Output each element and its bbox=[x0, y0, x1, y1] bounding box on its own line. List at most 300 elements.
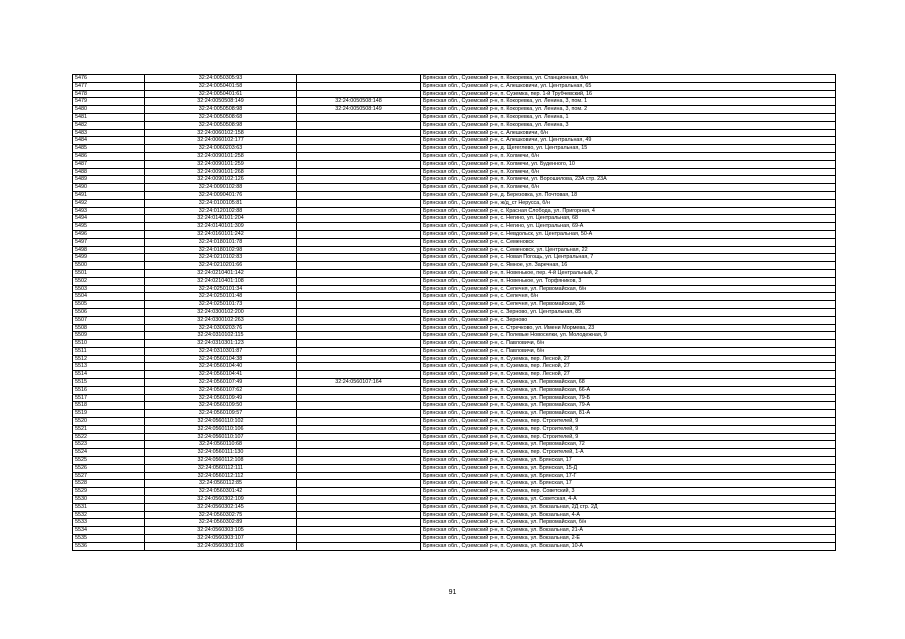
cadastral-number-cell: 32:24:0180101:78 bbox=[145, 238, 297, 246]
address-cell: Брянская обл., Суземский р-н, п. Суземка, пер. Строителей, 1-А bbox=[421, 449, 836, 457]
sub-cadastral-number-cell bbox=[297, 355, 421, 363]
cadastral-number-cell: 32:24:0140101:204 bbox=[145, 215, 297, 223]
table-row bbox=[73, 293, 836, 301]
sub-cadastral-number-cell bbox=[297, 386, 421, 394]
row-number-cell: 5523 bbox=[73, 441, 145, 449]
table-row bbox=[73, 324, 836, 332]
sub-cadastral-number-cell bbox=[297, 168, 421, 176]
table-row bbox=[73, 269, 836, 277]
address-cell: Брянская обл., Суземский р-н, п. Холмечи, б/н bbox=[421, 184, 836, 192]
row-number-cell: 5503 bbox=[73, 285, 145, 293]
table-row bbox=[73, 355, 836, 363]
sub-cadastral-number-cell bbox=[297, 410, 421, 418]
cadastral-number-cell: 32:24:0160101:242 bbox=[145, 230, 297, 238]
cadastral-number-cell: 32:24:0050508:149 bbox=[145, 98, 297, 106]
table-row bbox=[73, 121, 836, 129]
cadastral-number-cell: 32:24:0300203:76 bbox=[145, 324, 297, 332]
sub-cadastral-number-cell bbox=[297, 472, 421, 480]
address-cell: Брянская обл., Суземский р-н, п. Суземка, ул. Первомайская, 72 bbox=[421, 441, 836, 449]
address-cell: Брянская обл., Суземский р-н, п. Суземка, пер. Советский, 3 bbox=[421, 488, 836, 496]
table-row bbox=[73, 340, 836, 348]
sub-cadastral-number-cell bbox=[297, 324, 421, 332]
sub-cadastral-number-cell bbox=[297, 363, 421, 371]
cadastral-number-cell: 32:24:0560302:75 bbox=[145, 511, 297, 519]
table-row bbox=[73, 246, 836, 254]
address-cell: Брянская обл., Суземский р-н, п. Суземка, ул. Брянская, 17 bbox=[421, 480, 836, 488]
row-number-cell: 5489 bbox=[73, 176, 145, 184]
row-number-cell: 5522 bbox=[73, 433, 145, 441]
row-number-cell: 5478 bbox=[73, 90, 145, 98]
table-row bbox=[73, 363, 836, 371]
row-number-cell: 5524 bbox=[73, 449, 145, 457]
table-row bbox=[73, 129, 836, 137]
cadastral-number-cell: 32:24:0560110:106 bbox=[145, 425, 297, 433]
table-row bbox=[73, 511, 836, 519]
row-number-cell: 5504 bbox=[73, 293, 145, 301]
sub-cadastral-number-cell bbox=[297, 246, 421, 254]
table-row bbox=[73, 449, 836, 457]
sub-cadastral-number-cell bbox=[297, 137, 421, 145]
address-cell: Брянская обл., Суземский р-н, п. Суземка, ул. Первомайская, 79-А bbox=[421, 402, 836, 410]
sub-cadastral-number-cell bbox=[297, 480, 421, 488]
row-number-cell: 5493 bbox=[73, 207, 145, 215]
row-number-cell: 5510 bbox=[73, 340, 145, 348]
sub-cadastral-number-cell bbox=[297, 418, 421, 426]
sub-cadastral-number-cell bbox=[297, 191, 421, 199]
table-row bbox=[73, 145, 836, 153]
row-number-cell: 5509 bbox=[73, 332, 145, 340]
cadastral-number-cell: 32:24:0050401:58 bbox=[145, 82, 297, 90]
sub-cadastral-number-cell bbox=[297, 199, 421, 207]
address-cell: Брянская обл., Суземский р-н, п. Суземка, пер. Строителей, 9 bbox=[421, 418, 836, 426]
sub-cadastral-number-cell bbox=[297, 542, 421, 550]
table-row bbox=[73, 433, 836, 441]
row-number-cell: 5512 bbox=[73, 355, 145, 363]
sub-cadastral-number-cell bbox=[297, 527, 421, 535]
sub-cadastral-number-cell bbox=[297, 176, 421, 184]
row-number-cell: 5521 bbox=[73, 425, 145, 433]
sub-cadastral-number-cell bbox=[297, 230, 421, 238]
row-number-cell: 5518 bbox=[73, 402, 145, 410]
address-cell: Брянская обл., Суземский р-н, п. Суземка, ул. Советская, 4-А bbox=[421, 496, 836, 504]
row-number-cell: 5533 bbox=[73, 519, 145, 527]
cadastral-number-cell: 32:24:0560301:42 bbox=[145, 488, 297, 496]
address-cell: Брянская обл., Суземский р-н, п. Суземка, пер. Лесной, 27 bbox=[421, 363, 836, 371]
sub-cadastral-number-cell bbox=[297, 129, 421, 137]
table-row bbox=[73, 464, 836, 472]
address-cell: Брянская обл., Суземский р-н, п. Суземка, ул. Брянская, 15-Д bbox=[421, 464, 836, 472]
sub-cadastral-number-cell bbox=[297, 152, 421, 160]
address-cell: Брянская обл., Суземский р-н, с. Сепечня, ул. Первомайская, б/н bbox=[421, 285, 836, 293]
table-row bbox=[73, 535, 836, 543]
row-number-cell: 5515 bbox=[73, 379, 145, 387]
cadastral-number-cell: 32:24:0050508:68 bbox=[145, 113, 297, 121]
sub-cadastral-number-cell bbox=[297, 316, 421, 324]
cadastral-number-cell: 32:24:0560104:40 bbox=[145, 363, 297, 371]
cadastral-number-cell: 32:24:0090101:259 bbox=[145, 160, 297, 168]
row-number-cell: 5514 bbox=[73, 371, 145, 379]
table-row bbox=[73, 503, 836, 511]
cadastral-number-cell: 32:24:0090401:76 bbox=[145, 191, 297, 199]
table-row bbox=[73, 207, 836, 215]
row-number-cell: 5485 bbox=[73, 145, 145, 153]
sub-cadastral-number-cell bbox=[297, 308, 421, 316]
address-cell: Брянская обл., Суземский р-н, п. Холмечи, ул. Буденного, 10 bbox=[421, 160, 836, 168]
table-row bbox=[73, 277, 836, 285]
address-cell: Брянская обл., Суземский р-н, п. Суземка, ул. Брянская, 17-Г bbox=[421, 472, 836, 480]
address-cell: Брянская обл., Суземский р-н, п. Суземка, пер. Лесной, 27 bbox=[421, 371, 836, 379]
row-number-cell: 5520 bbox=[73, 418, 145, 426]
sub-cadastral-number-cell bbox=[297, 75, 421, 83]
cadastral-number-cell: 32:24:0180102:98 bbox=[145, 246, 297, 254]
row-number-cell: 5499 bbox=[73, 254, 145, 262]
cadastral-number-cell: 32:24:0090101:258 bbox=[145, 152, 297, 160]
row-number-cell: 5487 bbox=[73, 160, 145, 168]
address-cell: Брянская обл., Суземский р-н, д. Березовка, ул. Почтовая, 18 bbox=[421, 191, 836, 199]
cadastral-number-cell: 32:24:0300102:200 bbox=[145, 308, 297, 316]
sub-cadastral-number-cell bbox=[297, 262, 421, 270]
address-cell: Брянская обл., Суземский р-н, п. Холмечи, ул. Ворошилова, 23А стр. 23А bbox=[421, 176, 836, 184]
cadastral-number-cell: 32:24:0210401:108 bbox=[145, 277, 297, 285]
sub-cadastral-number-cell bbox=[297, 340, 421, 348]
cadastral-number-cell: 32:24:0050401:61 bbox=[145, 90, 297, 98]
table-row bbox=[73, 410, 836, 418]
cadastral-number-cell: 32:24:0560112:108 bbox=[145, 457, 297, 465]
row-number-cell: 5488 bbox=[73, 168, 145, 176]
table-row bbox=[73, 394, 836, 402]
address-cell: Брянская обл., Суземский р-н, п. Суземка, пер. Лесной, 27 bbox=[421, 355, 836, 363]
table-row bbox=[73, 191, 836, 199]
address-cell: Брянская обл., Суземский р-н, с. Зерново, ул. Центральная, 85 bbox=[421, 308, 836, 316]
sub-cadastral-number-cell bbox=[297, 121, 421, 129]
address-cell: Брянская обл., Суземский р-н, п. Холмечи, б/н bbox=[421, 168, 836, 176]
address-cell: Брянская обл., Суземский р-н, д. Щегеглево, ул. Центральная, 15 bbox=[421, 145, 836, 153]
table-row bbox=[73, 425, 836, 433]
row-number-cell: 5498 bbox=[73, 246, 145, 254]
register-table-container bbox=[72, 74, 835, 551]
row-number-cell: 5526 bbox=[73, 464, 145, 472]
row-number-cell: 5532 bbox=[73, 511, 145, 519]
cadastral-number-cell: 32:24:0210201:66 bbox=[145, 262, 297, 270]
table-row bbox=[73, 472, 836, 480]
cadastral-number-cell: 32:24:0560110:102 bbox=[145, 418, 297, 426]
cadastral-number-cell: 32:24:0560110:68 bbox=[145, 441, 297, 449]
address-cell: Брянская обл., Суземский р-н, п. Суземка, ул. Первомайская, б/н bbox=[421, 519, 836, 527]
address-cell: Брянская обл., Суземский р-н, п. Новенькое, ул. Торфяников, 3 bbox=[421, 277, 836, 285]
table-row bbox=[73, 199, 836, 207]
table-row bbox=[73, 254, 836, 262]
table-row bbox=[73, 457, 836, 465]
table-row bbox=[73, 176, 836, 184]
address-cell: Брянская обл., Суземский р-н, п. Суземка, ул. Вокзальная, 2-Е bbox=[421, 535, 836, 543]
sub-cadastral-number-cell bbox=[297, 464, 421, 472]
address-cell: Брянская обл., Суземский р-н, с. Сепечня, б/н bbox=[421, 293, 836, 301]
sub-cadastral-number-cell bbox=[297, 394, 421, 402]
address-cell: Брянская обл., Суземский р-н, п. Кокоревка, ул. Ленина, 3 bbox=[421, 121, 836, 129]
address-cell: Брянская обл., Суземский р-н, п. Кокоревка, ул. Станционная, б/н bbox=[421, 75, 836, 83]
sub-cadastral-number-cell: 32:24:0050508:149 bbox=[297, 106, 421, 114]
cadastral-number-cell: 32:24:0560104:38 bbox=[145, 355, 297, 363]
sub-cadastral-number-cell bbox=[297, 207, 421, 215]
table-row bbox=[73, 332, 836, 340]
sub-cadastral-number-cell bbox=[297, 511, 421, 519]
sub-cadastral-number-cell bbox=[297, 535, 421, 543]
table-row bbox=[73, 496, 836, 504]
table-row bbox=[73, 488, 836, 496]
address-cell: Брянская обл., Суземский р-н, с. Семеновск bbox=[421, 238, 836, 246]
cadastral-number-cell: 32:24:0310301:87 bbox=[145, 347, 297, 355]
sub-cadastral-number-cell bbox=[297, 488, 421, 496]
sub-cadastral-number-cell bbox=[297, 441, 421, 449]
row-number-cell: 5534 bbox=[73, 527, 145, 535]
row-number-cell: 5496 bbox=[73, 230, 145, 238]
row-number-cell: 5529 bbox=[73, 488, 145, 496]
table-row bbox=[73, 184, 836, 192]
table-row bbox=[73, 75, 836, 83]
sub-cadastral-number-cell bbox=[297, 371, 421, 379]
row-number-cell: 5481 bbox=[73, 113, 145, 121]
table-row bbox=[73, 418, 836, 426]
sub-cadastral-number-cell bbox=[297, 503, 421, 511]
row-number-cell: 5535 bbox=[73, 535, 145, 543]
cadastral-number-cell: 32:24:0560111:130 bbox=[145, 449, 297, 457]
address-cell: Брянская обл., Суземский р-н, п. Суземка, пер. 1-й Трубчевский, 16 bbox=[421, 90, 836, 98]
sub-cadastral-number-cell bbox=[297, 254, 421, 262]
cadastral-number-cell: 32:24:0560112:85 bbox=[145, 480, 297, 488]
sub-cadastral-number-cell bbox=[297, 269, 421, 277]
address-cell: Брянская обл., Суземский р-н, п. Суземка, ул. Вокзальная, 4-А bbox=[421, 511, 836, 519]
cadastral-number-cell: 32:24:0560107:62 bbox=[145, 386, 297, 394]
row-number-cell: 5508 bbox=[73, 324, 145, 332]
table-row bbox=[73, 347, 836, 355]
register-table-body bbox=[73, 75, 836, 551]
address-cell: Брянская обл., Суземский р-н, с. Алешковичи, ул. Центральная, 65 bbox=[421, 82, 836, 90]
address-cell: Брянская обл., Суземский р-н, п. Суземка, ул. Первомайская, 79-Б bbox=[421, 394, 836, 402]
cadastral-number-cell: 32:24:0560303:108 bbox=[145, 542, 297, 550]
table-row bbox=[73, 301, 836, 309]
row-number-cell: 5491 bbox=[73, 191, 145, 199]
table-row bbox=[73, 137, 836, 145]
address-cell: Брянская обл., Суземский р-н, с. Новая Погощь, ул. Центральная, 7 bbox=[421, 254, 836, 262]
cadastral-number-cell: 32:24:0560112:111 bbox=[145, 464, 297, 472]
sub-cadastral-number-cell bbox=[297, 496, 421, 504]
row-number-cell: 5501 bbox=[73, 269, 145, 277]
address-cell: Брянская обл., Суземский р-н, п. Суземка, ул. Первомайская, 66-А bbox=[421, 386, 836, 394]
address-cell: Брянская обл., Суземский р-н, с. Негино, ул. Центральная, 69-А bbox=[421, 223, 836, 231]
table-row bbox=[73, 106, 836, 114]
row-number-cell: 5516 bbox=[73, 386, 145, 394]
cadastral-number-cell: 32:24:0560107:49 bbox=[145, 379, 297, 387]
address-cell: Брянская обл., Суземский р-н, с. Сепечня, ул. Первомайская, 26 bbox=[421, 301, 836, 309]
table-row bbox=[73, 90, 836, 98]
row-number-cell: 5511 bbox=[73, 347, 145, 355]
table-row bbox=[73, 168, 836, 176]
row-number-cell: 5476 bbox=[73, 75, 145, 83]
table-row bbox=[73, 542, 836, 550]
table-row bbox=[73, 82, 836, 90]
address-cell: Брянская обл., Суземский р-н, п. Суземка, ул. Первомайская, 81-А bbox=[421, 410, 836, 418]
sub-cadastral-number-cell bbox=[297, 160, 421, 168]
row-number-cell: 5479 bbox=[73, 98, 145, 106]
sub-cadastral-number-cell: 32:24:0050508:148 bbox=[297, 98, 421, 106]
address-cell: Брянская обл., Суземский р-н, п. Суземка, ул. Вокзальная, 21-А bbox=[421, 527, 836, 535]
cadastral-number-cell: 32:24:0050508:98 bbox=[145, 121, 297, 129]
row-number-cell: 5480 bbox=[73, 106, 145, 114]
address-cell: Брянская обл., Суземский р-н, п. Суземка, ул. Брянская, 17 bbox=[421, 457, 836, 465]
cadastral-number-cell: 32:24:0060102:177 bbox=[145, 137, 297, 145]
address-cell: Брянская обл., Суземский р-н, с. Красная Слобода, ул. Пригорная, 4 bbox=[421, 207, 836, 215]
address-cell: Брянская обл., Суземский р-н, ж/д_ст Нерусса, б/н bbox=[421, 199, 836, 207]
register-table bbox=[72, 74, 836, 551]
address-cell: Брянская обл., Суземский р-н, п. Суземка, ул. Вокзальная, 2Д стр. 2Д bbox=[421, 503, 836, 511]
table-row bbox=[73, 519, 836, 527]
row-number-cell: 5505 bbox=[73, 301, 145, 309]
cadastral-number-cell: 32:24:0120102:88 bbox=[145, 207, 297, 215]
row-number-cell: 5507 bbox=[73, 316, 145, 324]
sub-cadastral-number-cell bbox=[297, 277, 421, 285]
sub-cadastral-number-cell bbox=[297, 402, 421, 410]
row-number-cell: 5530 bbox=[73, 496, 145, 504]
table-row bbox=[73, 160, 836, 168]
table-row bbox=[73, 152, 836, 160]
cadastral-number-cell: 32:24:0560303:105 bbox=[145, 527, 297, 535]
address-cell: Брянская обл., Суземский р-н, п. Кокоревка, ул. Ленина, 3, пом. 1 bbox=[421, 98, 836, 106]
table-row bbox=[73, 379, 836, 387]
table-row bbox=[73, 316, 836, 324]
cadastral-number-cell: 32:24:0210102:83 bbox=[145, 254, 297, 262]
row-number-cell: 5517 bbox=[73, 394, 145, 402]
page-number: 91 bbox=[448, 589, 457, 596]
row-number-cell: 5519 bbox=[73, 410, 145, 418]
table-row bbox=[73, 285, 836, 293]
sub-cadastral-number-cell bbox=[297, 457, 421, 465]
cadastral-number-cell: 32:24:0250101:34 bbox=[145, 285, 297, 293]
table-row bbox=[73, 230, 836, 238]
table-row bbox=[73, 308, 836, 316]
cadastral-number-cell: 32:24:0090102:126 bbox=[145, 176, 297, 184]
sub-cadastral-number-cell bbox=[297, 347, 421, 355]
cadastral-number-cell: 32:24:0560109:57 bbox=[145, 410, 297, 418]
address-cell: Брянская обл., Суземский р-н, п. Холмечи, б/н bbox=[421, 152, 836, 160]
table-row bbox=[73, 480, 836, 488]
row-number-cell: 5531 bbox=[73, 503, 145, 511]
cadastral-number-cell: 32:24:0250101:73 bbox=[145, 301, 297, 309]
address-cell: Брянская обл., Суземский р-н, п. Суземка, ул. Первомайская, 68 bbox=[421, 379, 836, 387]
table-row bbox=[73, 527, 836, 535]
table-row bbox=[73, 215, 836, 223]
cadastral-number-cell: 32:24:0300102:263 bbox=[145, 316, 297, 324]
cadastral-number-cell: 32:24:0050508:98 bbox=[145, 106, 297, 114]
cadastral-number-cell: 32:24:0560104:41 bbox=[145, 371, 297, 379]
sub-cadastral-number-cell bbox=[297, 449, 421, 457]
cadastral-number-cell: 32:24:0560302:145 bbox=[145, 503, 297, 511]
sub-cadastral-number-cell bbox=[297, 285, 421, 293]
sub-cadastral-number-cell bbox=[297, 519, 421, 527]
cadastral-number-cell: 32:24:0560302:89 bbox=[145, 519, 297, 527]
address-cell: Брянская обл., Суземский р-н, п. Новенькое, пер. 4-й Центральный, 2 bbox=[421, 269, 836, 277]
sub-cadastral-number-cell bbox=[297, 215, 421, 223]
sub-cadastral-number-cell bbox=[297, 238, 421, 246]
cadastral-number-cell: 32:24:0090102:88 bbox=[145, 184, 297, 192]
cadastral-number-cell: 32:24:0060203:63 bbox=[145, 145, 297, 153]
cadastral-number-cell: 32:24:0310301:123 bbox=[145, 340, 297, 348]
address-cell: Брянская обл., Суземский р-н, с. Негино, ул. Центральная, 68 bbox=[421, 215, 836, 223]
row-number-cell: 5502 bbox=[73, 277, 145, 285]
row-number-cell: 5492 bbox=[73, 199, 145, 207]
sub-cadastral-number-cell bbox=[297, 425, 421, 433]
table-row bbox=[73, 441, 836, 449]
row-number-cell: 5500 bbox=[73, 262, 145, 270]
row-number-cell: 5495 bbox=[73, 223, 145, 231]
table-row bbox=[73, 371, 836, 379]
sub-cadastral-number-cell bbox=[297, 82, 421, 90]
sub-cadastral-number-cell bbox=[297, 113, 421, 121]
row-number-cell: 5484 bbox=[73, 137, 145, 145]
table-row bbox=[73, 262, 836, 270]
cadastral-number-cell: 32:24:0140101:309 bbox=[145, 223, 297, 231]
address-cell: Брянская обл., Суземский р-н, с. Невдольск, ул. Центральная, 50-А bbox=[421, 230, 836, 238]
cadastral-number-cell: 32:24:0560109:49 bbox=[145, 394, 297, 402]
table-row bbox=[73, 402, 836, 410]
cadastral-number-cell: 32:24:0560302:109 bbox=[145, 496, 297, 504]
sub-cadastral-number-cell bbox=[297, 301, 421, 309]
row-number-cell: 5525 bbox=[73, 457, 145, 465]
row-number-cell: 5482 bbox=[73, 121, 145, 129]
address-cell: Брянская обл., Суземский р-н, с. Алешковичи, ул. Центральная, 49 bbox=[421, 137, 836, 145]
table-row bbox=[73, 98, 836, 106]
row-number-cell: 5513 bbox=[73, 363, 145, 371]
cadastral-number-cell: 32:24:0050305:93 bbox=[145, 75, 297, 83]
cadastral-number-cell: 32:24:0560109:50 bbox=[145, 402, 297, 410]
table-row bbox=[73, 223, 836, 231]
table-row bbox=[73, 386, 836, 394]
row-number-cell: 5490 bbox=[73, 184, 145, 192]
cadastral-number-cell: 32:24:0310102:115 bbox=[145, 332, 297, 340]
cadastral-number-cell: 32:24:0100105:81 bbox=[145, 199, 297, 207]
sub-cadastral-number-cell bbox=[297, 332, 421, 340]
address-cell: Брянская обл., Суземский р-н, п. Кокоревка, ул. Ленина, 1 bbox=[421, 113, 836, 121]
cadastral-number-cell: 32:24:0560110:107 bbox=[145, 433, 297, 441]
sub-cadastral-number-cell bbox=[297, 223, 421, 231]
sub-cadastral-number-cell bbox=[297, 90, 421, 98]
row-number-cell: 5477 bbox=[73, 82, 145, 90]
address-cell: Брянская обл., Суземский р-н, п. Суземка, ул. Вокзальная, 10-А bbox=[421, 542, 836, 550]
cadastral-number-cell: 32:24:0210401:142 bbox=[145, 269, 297, 277]
cadastral-number-cell: 32:24:0560303:107 bbox=[145, 535, 297, 543]
cadastral-number-cell: 32:24:0060102:158 bbox=[145, 129, 297, 137]
table-row bbox=[73, 238, 836, 246]
row-number-cell: 5506 bbox=[73, 308, 145, 316]
address-cell: Брянская обл., Суземский р-н, п. Суземка, пер. Строителей, 9 bbox=[421, 433, 836, 441]
row-number-cell: 5494 bbox=[73, 215, 145, 223]
cadastral-number-cell: 32:24:0560112:112 bbox=[145, 472, 297, 480]
row-number-cell: 5527 bbox=[73, 472, 145, 480]
row-number-cell: 5483 bbox=[73, 129, 145, 137]
address-cell: Брянская обл., Суземский р-н, с. Стречково, ул. Имени Мормева, 23 bbox=[421, 324, 836, 332]
sub-cadastral-number-cell bbox=[297, 293, 421, 301]
cadastral-number-cell: 32:24:0090101:268 bbox=[145, 168, 297, 176]
row-number-cell: 5528 bbox=[73, 480, 145, 488]
address-cell: Брянская обл., Суземский р-н, с. Ямное, ул. Заречная, 16 bbox=[421, 262, 836, 270]
cadastral-number-cell: 32:24:0250101:48 bbox=[145, 293, 297, 301]
address-cell: Брянская обл., Суземский р-н, с. Павловичи, б/н bbox=[421, 340, 836, 348]
address-cell: Брянская обл., Суземский р-н, п. Суземка, пер. Строителей, 9 bbox=[421, 425, 836, 433]
row-number-cell: 5486 bbox=[73, 152, 145, 160]
address-cell: Брянская обл., Суземский р-н, с. Семеновск, ул. Центральная, 22 bbox=[421, 246, 836, 254]
address-cell: Брянская обл., Суземский р-н, п. Кокоревка, ул. Ленина, 3, пом. 2 bbox=[421, 106, 836, 114]
row-number-cell: 5497 bbox=[73, 238, 145, 246]
address-cell: Брянская обл., Суземский р-н, с. Зерново bbox=[421, 316, 836, 324]
